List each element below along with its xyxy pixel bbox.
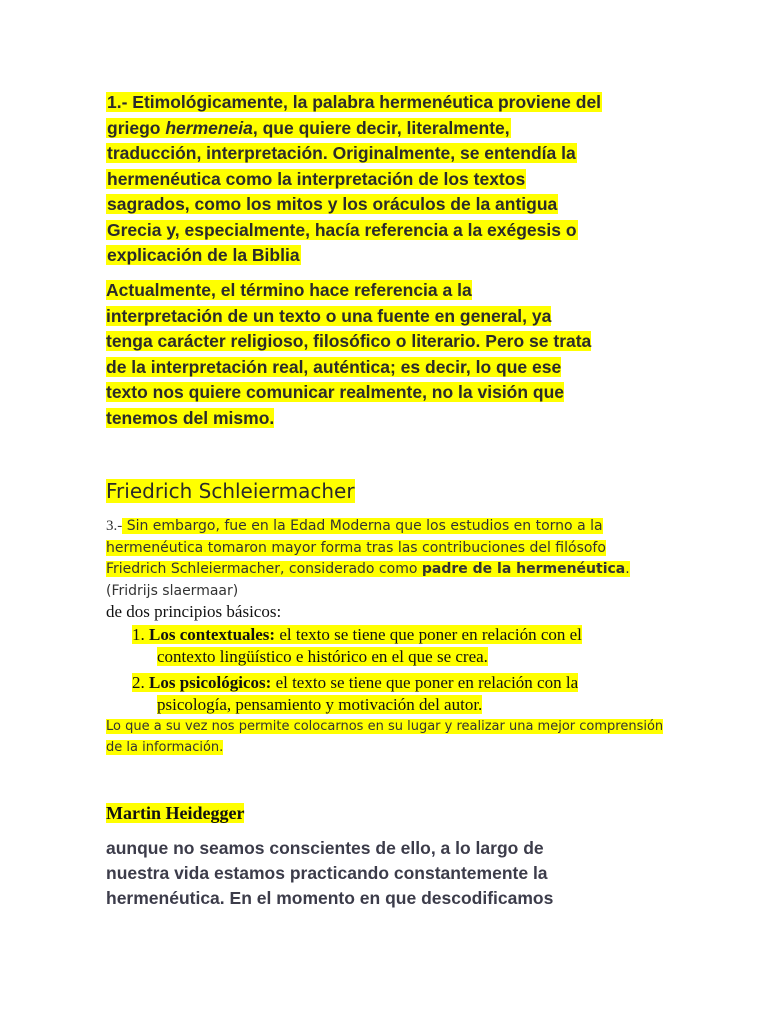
text-line: Sin embargo, fue en la Edad Moderna que los estudios en torno a la	[122, 518, 603, 534]
text-fragment: .	[625, 561, 630, 577]
list-item	[132, 672, 632, 716]
paragraph-current-meaning	[106, 278, 666, 431]
text-line: interpretación de un texto o una fuente en general, ya	[106, 305, 552, 326]
text-line: sagrados, como los mitos y los oráculos de la antigua	[107, 194, 558, 214]
text-line	[132, 673, 578, 692]
principles-intro: de dos principios básicos:	[106, 602, 282, 621]
text-line: tenemos del mismo.	[106, 407, 275, 428]
text-fragment: el texto se tiene que poner en relación con el	[275, 625, 582, 644]
text-line: nuestra vida estamos practicando constantemente la	[106, 863, 548, 883]
text-fragment: griego	[107, 117, 166, 138]
text-line	[106, 118, 511, 138]
text-fragment: Friedrich Schleiermacher, considerado como	[106, 561, 422, 577]
text-line: hermenéutica como la interpretación de los textos	[107, 168, 526, 189]
text-line: de la interpretación real, auténtica; es decir, lo que ese	[106, 356, 562, 377]
text-line	[106, 561, 630, 577]
text-line	[132, 625, 582, 644]
item-title: Los contextuales:	[149, 625, 276, 644]
principles-list	[132, 624, 632, 720]
bold-phrase: padre de la hermenéutica	[421, 561, 626, 577]
item-title: Los psicológicos:	[149, 673, 272, 692]
text-line: hermenéutica. En el momento en que descodificamos	[106, 888, 554, 908]
paragraph-etymology	[106, 90, 666, 269]
heading-text: Friedrich Schleiermacher	[106, 479, 355, 503]
text-line: 1.- Etimológicamente, la palabra hermenéutica proviene del	[107, 92, 602, 112]
text-fragment: , que quiere decir, literalmente,	[252, 117, 510, 138]
text-line: traducción, interpretación. Originalmente, se entendía la	[107, 143, 576, 163]
text-line: de la información.	[106, 740, 224, 755]
paragraph-schleiermacher	[106, 516, 666, 602]
paragraph-number: 3.-	[106, 518, 123, 534]
text-line: explicación de la Biblia	[107, 245, 300, 265]
item-number: 1.	[132, 625, 145, 644]
heading-schleiermacher	[106, 476, 355, 506]
text-line: hermenéutica tomaron mayor forma tras las contribuciones del filósofo	[106, 539, 606, 556]
text-line: contexto lingüístico e histórico en el que se crea.	[157, 647, 488, 666]
text-line: Grecia y, especialmente, hacía referencia a la exégesis o	[107, 219, 577, 240]
paragraph-conclusion	[106, 716, 666, 758]
heading-text: Martin Heidegger	[106, 803, 245, 823]
paragraph-heidegger	[106, 836, 666, 911]
text-line: aunque no seamos conscientes de ello, a lo largo de	[106, 838, 544, 858]
text-line: tenga carácter religioso, filosófico o literario. Pero se trata	[106, 331, 592, 351]
text-line: psicología, pensamiento y motivación del autor.	[157, 695, 483, 714]
list-item	[132, 624, 632, 668]
pronunciation-note: (Fridrijs slaermaar)	[106, 582, 239, 599]
heading-heidegger	[106, 800, 244, 826]
text-line: Actualmente, el término hace referencia a la	[106, 280, 472, 300]
text-line: Lo que a su vez nos permite colocarnos en su lugar y realizar una mejor comprensión	[106, 719, 664, 734]
item-number: 2.	[132, 673, 145, 692]
text-fragment: el texto se tiene que poner en relación con la	[271, 673, 579, 692]
hermeneia-word: hermeneia	[165, 117, 253, 138]
text-line: texto nos quiere comunicar realmente, no la visión que	[106, 382, 565, 402]
